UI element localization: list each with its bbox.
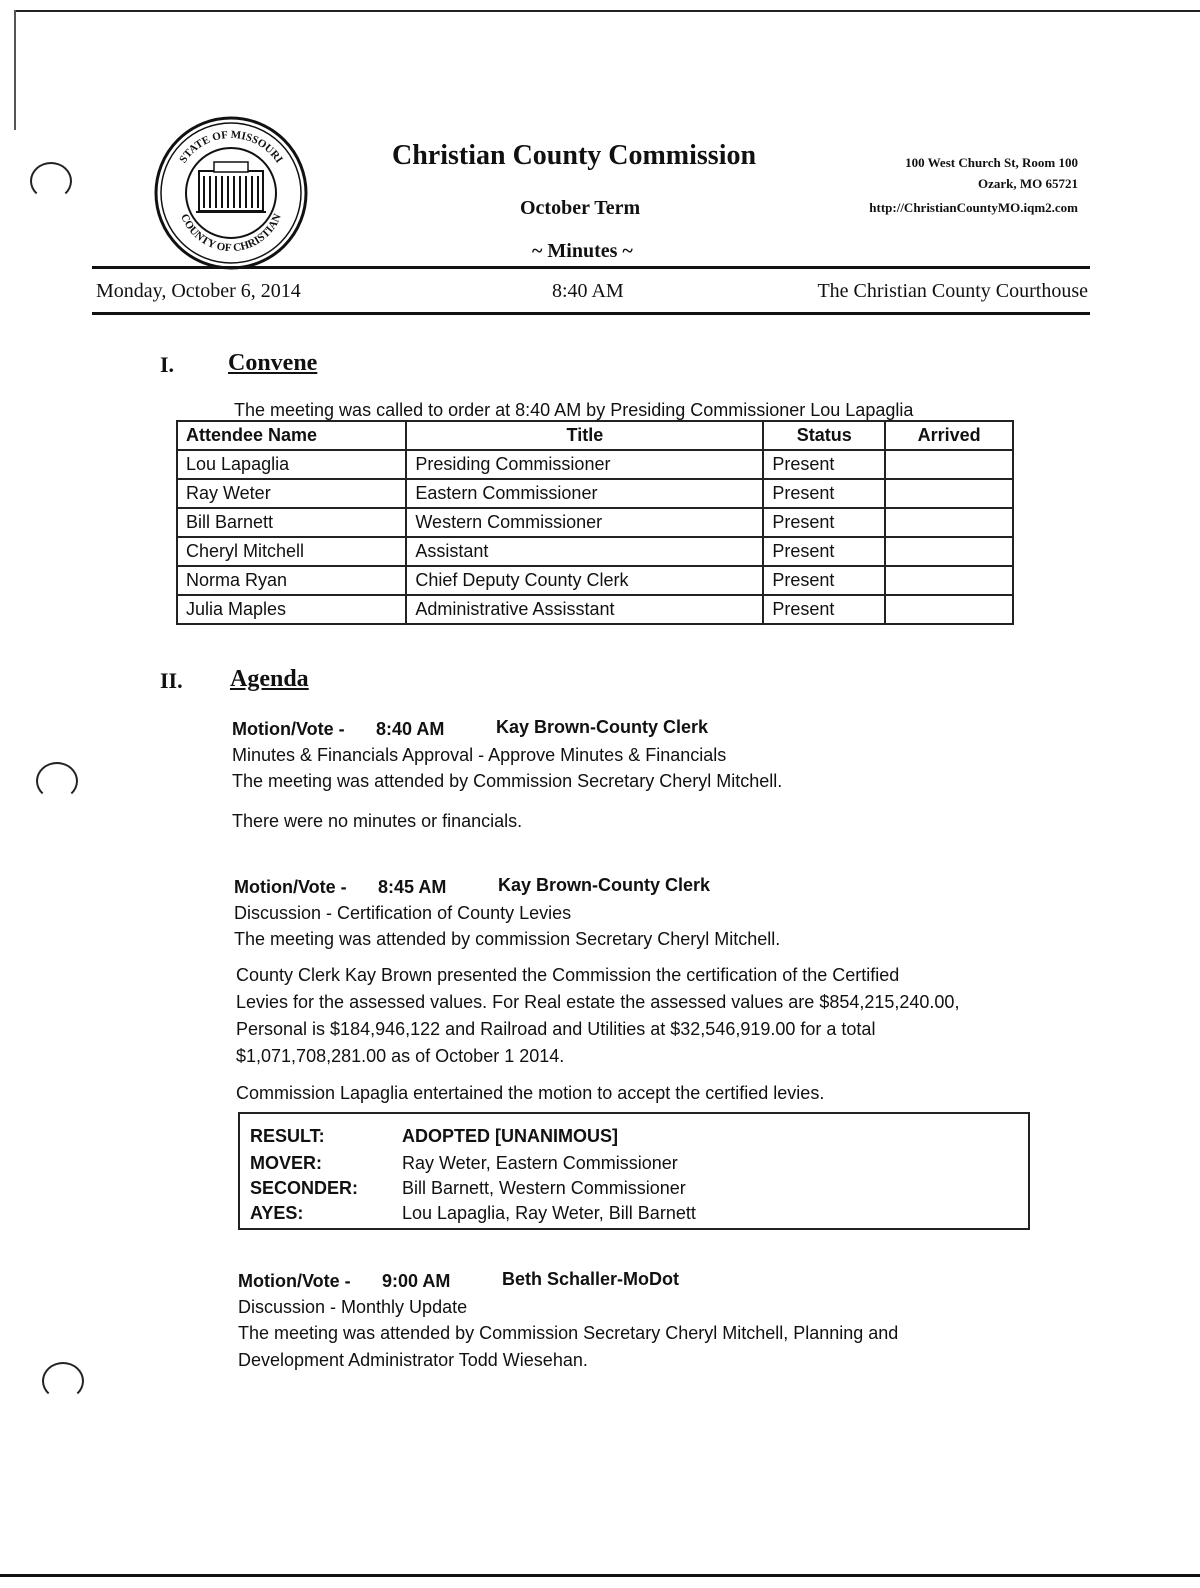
item3-subject: Discussion - Monthly Update: [238, 1297, 468, 1317]
attendee-name: Norma Ryan: [177, 566, 406, 595]
mover-label: MOVER:: [250, 1153, 322, 1173]
attendee-table: [176, 420, 1014, 625]
ayes-label: AYES:: [250, 1203, 304, 1223]
item1-attended: The meeting was attended by Commission Secretary Cheryl Mitchell.: [232, 771, 783, 791]
table-row: [177, 508, 1013, 537]
item2-attended: The meeting was attended by commission Secretary Cheryl Mitchell.: [234, 929, 781, 949]
attendee-name: Lou Lapaglia: [177, 450, 406, 479]
item2-body-line: Levies for the assessed values. For Real estate the assessed values are $854,215,240.00,: [236, 992, 960, 1012]
result-label: RESULT:: [250, 1126, 325, 1146]
vote-result-box: [238, 1112, 1030, 1230]
section-title-agenda: Agenda: [230, 666, 309, 692]
attendee-title: Chief Deputy County Clerk: [406, 566, 763, 595]
table-row: [177, 595, 1013, 624]
attendee-arrived: [885, 595, 1013, 624]
item2-time: 8:45 AM: [378, 877, 447, 897]
item1-presenter: Kay Brown-County Clerk: [496, 717, 709, 737]
item2-type: Motion/Vote -: [234, 877, 347, 897]
county-seal: [154, 116, 308, 270]
header-rule-top: [92, 266, 1090, 269]
table-row: [177, 479, 1013, 508]
item3-attended-line: The meeting was attended by Commission Secretary Cheryl Mitchell, Planning and: [238, 1323, 899, 1343]
column-header-status: Status: [763, 421, 885, 450]
section-number-convene: I.: [160, 352, 175, 377]
table-row: [177, 537, 1013, 566]
section-number-agenda: II.: [160, 668, 183, 693]
item2-subject: Discussion - Certification of County Levies: [234, 903, 572, 923]
result-value: ADOPTED [UNANIMOUS]: [402, 1126, 618, 1146]
meeting-time: 8:40 AM: [552, 280, 624, 302]
attendee-title: Eastern Commissioner: [406, 479, 763, 508]
page-edge-bottom: [0, 1574, 1200, 1577]
column-header-arrived: Arrived: [885, 421, 1013, 450]
item3-attended-line: Development Administrator Todd Wiesehan.: [238, 1350, 588, 1370]
meeting-date: Monday, October 6, 2014: [96, 280, 301, 302]
address-line-2: Ozark, MO 65721: [977, 176, 1078, 191]
item2-presenter: Kay Brown-County Clerk: [498, 875, 711, 895]
convene-intro: The meeting was called to order at 8:40 AM by Presiding Commissioner Lou Lapaglia: [234, 400, 914, 420]
attendee-arrived: [885, 566, 1013, 595]
seconder-value: Bill Barnett, Western Commissioner: [402, 1178, 686, 1198]
item1-type: Motion/Vote -: [232, 719, 345, 739]
attendee-name: Bill Barnett: [177, 508, 406, 537]
item2-motion-note: Commission Lapaglia entertained the motion to accept the certified levies.: [236, 1083, 825, 1103]
attendee-title: Presiding Commissioner: [406, 450, 763, 479]
column-header-attendee: Attendee Name: [177, 421, 406, 450]
attendee-name: Ray Weter: [177, 479, 406, 508]
seal-inner-text: COUNTY OF CHRISTIAN: [178, 212, 284, 255]
attendee-title: Assistant: [406, 537, 763, 566]
item2-body-line: $1,071,708,281.00 as of October 1 2014.: [236, 1046, 565, 1066]
item2-body-line: Personal is $184,946,122 and Railroad and Utilities at $32,546,919.00 for a total: [236, 1019, 876, 1039]
address-line-1: 100 West Church St, Room 100: [905, 155, 1078, 170]
ayes-value: Lou Lapaglia, Ray Weter, Bill Barnett: [402, 1203, 696, 1223]
attendee-status: Present: [763, 595, 885, 624]
mover-value: Ray Weter, Eastern Commissioner: [402, 1153, 678, 1173]
page-edge-left: [14, 10, 16, 130]
punch-hole-top: [30, 162, 72, 200]
item3-presenter: Beth Schaller-MoDot: [502, 1269, 680, 1289]
attendee-arrived: [885, 537, 1013, 566]
attendee-title: Administrative Assisstant: [406, 595, 763, 624]
column-header-title: Title: [406, 421, 763, 450]
document-title: Christian County Commission: [392, 140, 757, 171]
attendee-status: Present: [763, 566, 885, 595]
attendee-table-header: [177, 421, 1013, 450]
item3-type: Motion/Vote -: [238, 1271, 351, 1291]
attendee-name: Cheryl Mitchell: [177, 537, 406, 566]
header-rule-bottom: [92, 312, 1090, 315]
meeting-location: The Christian County Courthouse: [817, 280, 1088, 302]
attendee-status: Present: [763, 508, 885, 537]
attendee-status: Present: [763, 479, 885, 508]
item3-time: 9:00 AM: [382, 1271, 451, 1291]
item2-body-line: County Clerk Kay Brown presented the Commission the certification of the Certified: [236, 965, 900, 985]
attendee-arrived: [885, 450, 1013, 479]
item1-subject: Minutes & Financials Approval - Approve Minutes & Financials: [232, 745, 727, 765]
seconder-label: SECONDER:: [250, 1178, 359, 1198]
punch-hole-middle: [36, 762, 78, 800]
table-row: [177, 450, 1013, 479]
item1-note: There were no minutes or financials.: [232, 811, 523, 831]
term-label: October Term: [520, 197, 641, 219]
attendee-arrived: [885, 508, 1013, 537]
seal-outer-text: STATE OF MISSOURI: [177, 128, 285, 166]
punch-hole-bottom: [42, 1362, 84, 1400]
minutes-label: ~ Minutes ~: [532, 240, 633, 262]
attendee-name: Julia Maples: [177, 595, 406, 624]
item1-time: 8:40 AM: [376, 719, 445, 739]
page-edge-top: [14, 10, 1200, 12]
website-link[interactable]: http://ChristianCountyMO.iqm2.com: [869, 200, 1078, 215]
section-title-convene: Convene: [228, 350, 318, 376]
attendee-status: Present: [763, 537, 885, 566]
table-row: [177, 566, 1013, 595]
attendee-title: Western Commissioner: [406, 508, 763, 537]
attendee-status: Present: [763, 450, 885, 479]
attendee-arrived: [885, 479, 1013, 508]
